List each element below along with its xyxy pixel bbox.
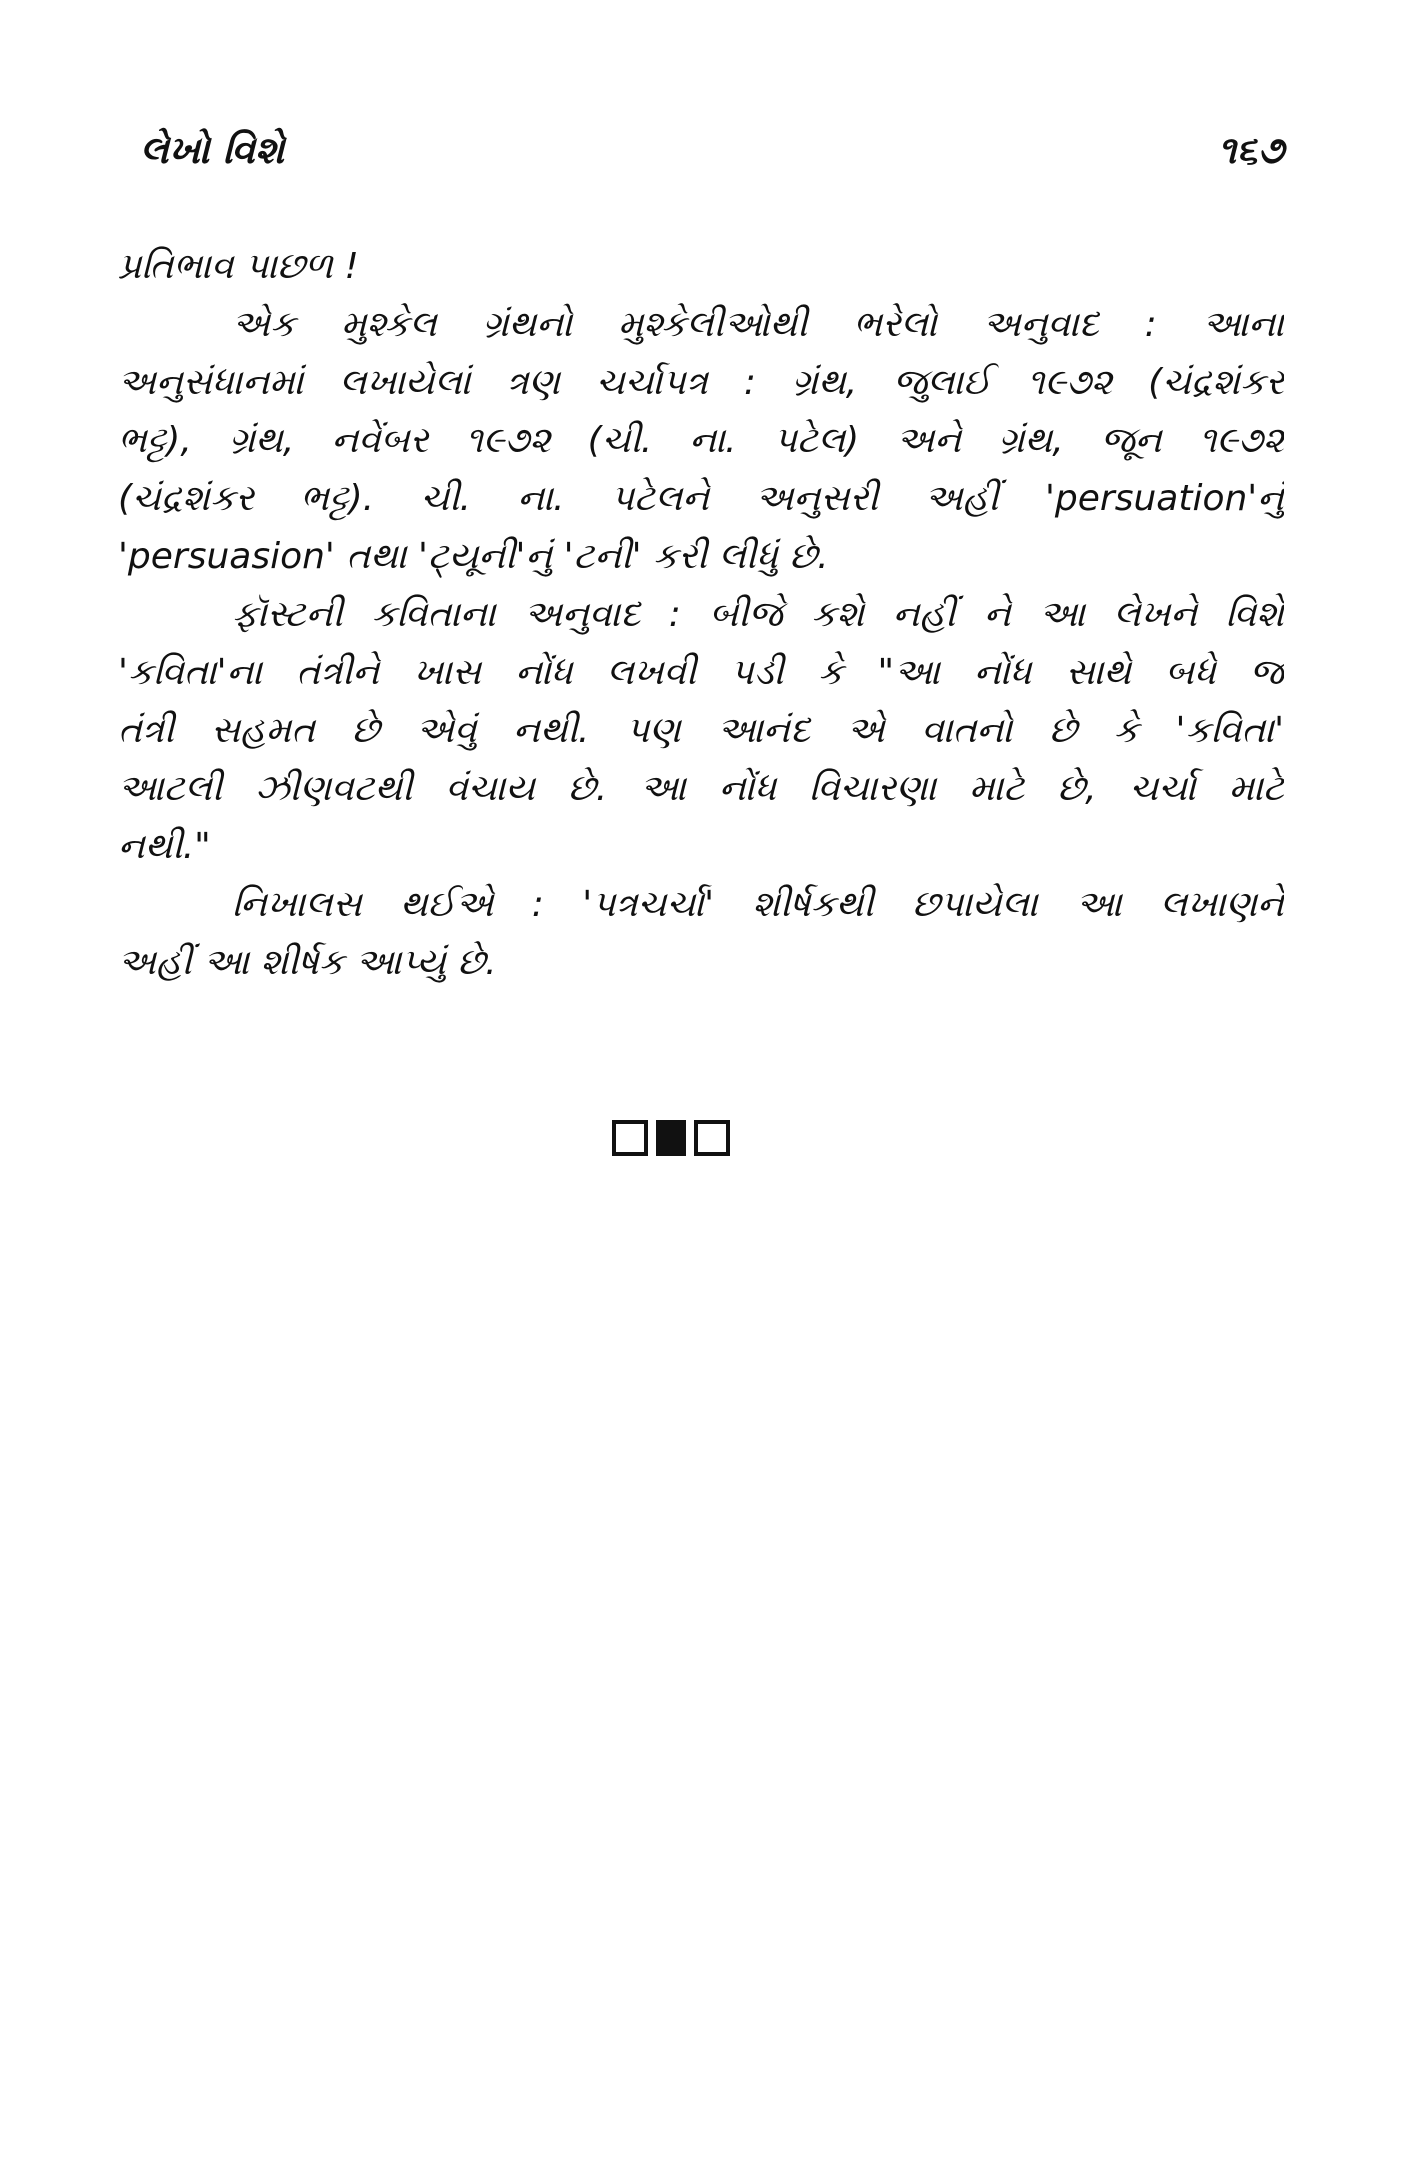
text-line: નથી." (118, 826, 211, 867)
text-line: તંત્રી સહમત છે એવું નથી. પણ આનંદ એ વાતનો છે કે 'કવિતા' (118, 710, 1284, 751)
running-title: લેખો વિશે (140, 128, 285, 172)
filled-box-icon (656, 1120, 686, 1156)
text-line: નિખાલસ થઈએ : 'પત્રચર્ચા' શીર્ષકથી છપાયેલા આ લખાણને (232, 884, 1284, 925)
text-line: અનુસંધાનમાં લખાયેલાં ત્રણ ચર્ચાપત્ર : ગ્રંથ, જુલાઈ ૧૯૭૨ (ચંદ્રશંકર (118, 362, 1284, 403)
text-line: એક મુશ્કેલ ગ્રંથનો મુશ્કેલીઓથી ભરેલો અનુવાદ : આના (232, 304, 1284, 345)
text-line: 'કવિતા'ના તંત્રીને ખાસ નોંધ લખવી પડી કે "આ નોંધ સાથે બધે જ (118, 652, 1284, 693)
end-mark-icon (612, 1116, 762, 1160)
page-header (118, 128, 1284, 188)
text-line: 'persuasion' તથા 'ટ્યૂની'નું 'ટની' કરી લીધું છે. (118, 536, 829, 577)
text-line: ભટ્ટ), ગ્રંથ, નવેંબર ૧૯૭૨ (ચી. ના. પટેલ) અને ગ્રંથ, જૂન ૧૯૭૨ (118, 420, 1284, 461)
body-text (118, 238, 1284, 992)
text-line: અહીં આ શીર્ષક આપ્યું છે. (118, 942, 497, 983)
text-line: ફૉસ્ટની કવિતાના અનુવાદ : બીજે કશે નહીં ને આ લેખને વિશે (232, 594, 1284, 635)
text-line: (ચંદ્રશંકર ભટ્ટ). ચી. ના. પટેલને અનુસરી અહીં 'persuation'નું (118, 478, 1284, 519)
empty-box-icon (612, 1120, 648, 1156)
page-number: ૧૬૭ (1217, 128, 1284, 172)
text-line: આટલી ઝીણવટથી વંચાય છે. આ નોંધ વિચારણા માટે છે, ચર્ચા માટે (118, 768, 1284, 809)
section-heading: પ્રતિભાવ પાછળ ! (118, 246, 359, 287)
empty-box-icon (694, 1120, 730, 1156)
